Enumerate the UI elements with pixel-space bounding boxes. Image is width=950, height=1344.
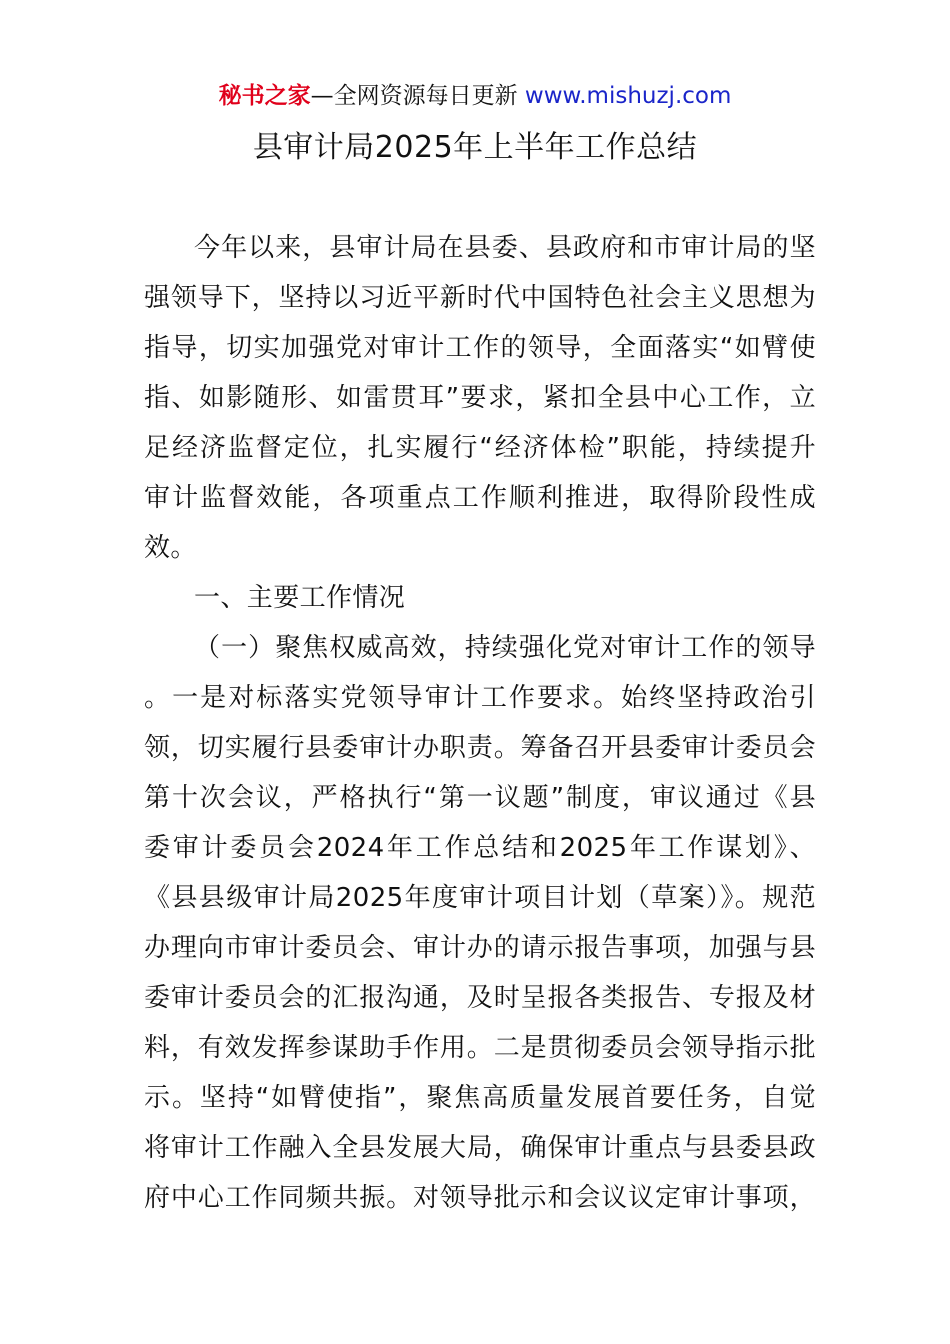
text-line: 办理向市审计委员会、审计办的请示报告事项，加强与县 [144, 933, 816, 963]
text-line: 《县县级审计局2025年度审计项目计划（草案）》。规范 [144, 883, 816, 913]
text-line: 。一是对标落实党领导审计工作要求。始终坚持政治引 [144, 683, 816, 713]
text-line: 效。 [144, 533, 197, 563]
text-line: 强领导下，坚持以习近平新时代中国特色社会主义思想为 [144, 283, 816, 313]
header-tagline: —全网资源每日更新 [310, 83, 518, 109]
text-line: 委审计委员会2024年工作总结和2025年工作谋划》、 [144, 833, 816, 863]
brand-name: 秘书之家 [218, 83, 311, 109]
text-line: 领，切实履行县委审计办职责。筹备召开县委审计委员会 [144, 733, 816, 763]
text-line: 指导，切实加强党对审计工作的领导，全面落实“如臂使 [144, 333, 816, 363]
document-title: 县审计局2025年上半年工作总结 [252, 130, 698, 165]
text-line: 示。坚持“如臂使指”，聚焦高质量发展首要任务，自觉 [144, 1083, 816, 1113]
site-header [0, 80, 950, 112]
text-line: 今年以来，县审计局在县委、县政府和市审计局的坚 [194, 233, 816, 263]
document-body [144, 223, 816, 1223]
text-line: 料，有效发挥参谋助手作用。二是贯彻委员会领导指示批 [144, 1033, 816, 1063]
section-heading: 一、主要工作情况 [194, 583, 406, 613]
text-line: 委审计委员会的汇报沟通，及时呈报各类报告、专报及材 [144, 983, 816, 1013]
text-line: 足经济监督定位，扎实履行“经济体检”职能，持续提升 [144, 433, 816, 463]
text-line: 府中心工作同频共振。对领导批示和会议议定审计事项， [144, 1183, 816, 1213]
text-line: 审计监督效能，各项重点工作顺利推进，取得阶段性成 [144, 483, 816, 513]
subsection-heading: （一）聚焦权威高效，持续强化党对审计工作的领导 [194, 633, 816, 663]
site-url-link[interactable]: www.mishuzj.com [524, 83, 732, 109]
text-line: 指、如影随形、如雷贯耳”要求，紧扣全县中心工作，立 [144, 383, 816, 413]
text-line: 第十次会议，严格执行“第一议题”制度，审议通过《县 [144, 783, 816, 813]
text-line: 将审计工作融入全县发展大局，确保审计重点与县委县政 [144, 1133, 816, 1163]
